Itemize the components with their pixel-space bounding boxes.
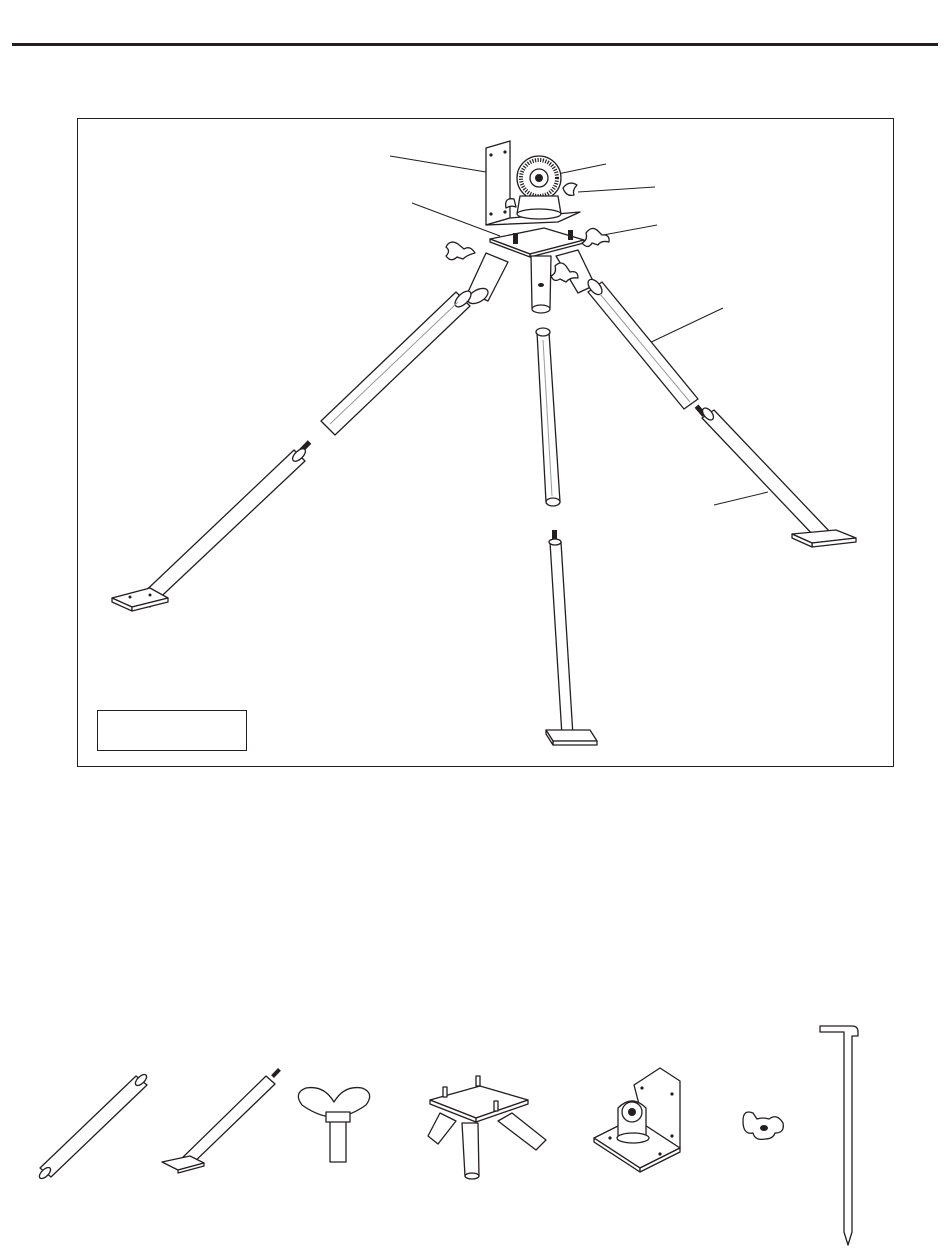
wing-nut-top-icon (563, 183, 577, 195)
upper-leg-tube-icon (38, 1073, 149, 1181)
center-upper-tube (536, 328, 560, 506)
stake-icon (820, 1026, 858, 1245)
leader-bracket (390, 156, 486, 172)
left-upper-tube (321, 288, 474, 435)
wing-bolt-icon (298, 1088, 369, 1162)
left-lower-leg (112, 440, 311, 611)
hub-plate-assembly (465, 228, 595, 313)
leader-wing-nut-right (598, 225, 657, 236)
hub-plate-icon (428, 1076, 546, 1179)
center-lower-leg (546, 530, 597, 745)
leader-upper-leg (645, 308, 723, 345)
lower-leg-foot-icon (162, 1068, 281, 1173)
bracket-assembly (486, 141, 580, 225)
leader-lines (390, 156, 768, 505)
bracket-mount-icon (594, 1068, 680, 1172)
right-lower-leg (695, 404, 856, 547)
right-upper-tube (585, 277, 698, 409)
wing-nut-right-icon (582, 228, 609, 246)
leader-lower-leg (714, 492, 768, 505)
wing-nut-left-icon (446, 242, 475, 260)
wing-nut-icon (743, 1112, 783, 1139)
leader-wing-nut-top (578, 187, 655, 192)
